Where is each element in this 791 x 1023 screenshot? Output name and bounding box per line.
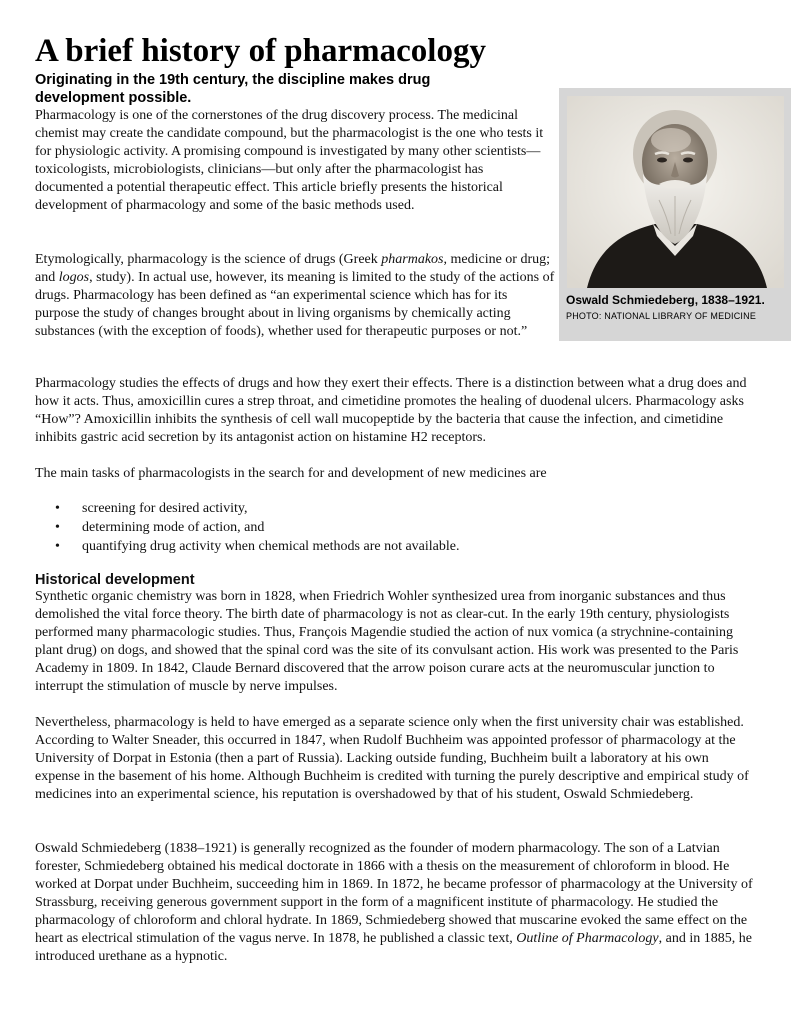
schmiedeberg-text-a: Oswald Schmiedeberg (1838–1921) is generally recognized as the founder of modern pharmacology. The son of a Latvian forester, Schmiedeberg obtained his medical doctorate in 1866 with a thesis on the measurement of chloroform in blood. He worked at Dorpat under Buchheim, succeeding him in 1869. In 1872, he became professor of pharmacology at the University of Strassburg, receiving generous government support in the form of a magnificent institute of pharmacology. He studied the pharmacology of chloroform and chloral hydrate. In 1869, Schmiedeberg showed that muscarine evoked the same effect on the heart as electrical stimulation of the vagus nerve. In 1878, he published a classic text, [35,841,753,946]
etymology-text-a: Etymologically, pharmacology is the science of drugs (Greek [35,252,382,267]
etymology-paragraph [35,251,555,341]
list-item [35,538,735,557]
portrait-caption [566,293,788,324]
list-item [35,519,735,538]
portrait-photo [567,96,784,288]
effects-paragraph: Pharmacology studies the effects of drugs and how they exert their effects. There is a distinction between what a drug does and how it acts. Thus, amoxicillin cures a strep throat, and cimetidine promotes the healing of duodenal ulcers. Pharmacology asks “How”? Amoxicillin inhibits the synthesis of cell wall mucopeptide by the bacteria that cause the infection, and cimetidine inhibits gastric acid secretion by its antagonist action on histamine H2 receptors. [35,376,747,445]
portrait-figure [559,88,791,341]
book-title: Outline of Pharmacology [516,931,659,946]
list-item-text: determining mode of action, and [82,520,265,535]
etymology-text-c: , medicine or drug; and [35,252,551,285]
bullet: • [55,501,60,516]
section-heading-historical-development: Historical development [35,572,195,588]
tasks-list [35,500,735,557]
caption-name: Oswald Schmiedeberg, 1838–1921. [566,293,765,307]
schmiedeberg-text-c: , and in 1885, he introduced urethane as a hypnotic. [35,931,752,964]
portrait-illustration [567,96,784,288]
bullet: • [55,539,60,554]
etymology-text-e: , study). In actual use, however, its meaning is limited to the study of the actions of drugs. Pharmacology has been defined as “an experimental science which has for its purpose the study of changes brought about in living organisms by chemically acting substances (with the exception of foods), whether used for therapeutic purposes or not.” [35,270,555,339]
schmiedeberg-paragraph [35,840,757,966]
history-paragraph: Synthetic organic chemistry was born in 1828, when Friedrich Wohler synthesized urea from inorganic substances and thus demolished the vital force theory. The birth date of pharmacology is not as clear-cut. In the early 19th century, physiologists performed many pharmacologic studies. Thus, François Magendie studied the action of nux vomica (a strychnine-containing plant drug) on dogs, and showed that the spinal cord was the site of its convulsant action. His work was presented to the Paris Academy in 1809. In 1842, Claude Bernard discovered that the arrow poison curare acts at the neuromuscular junction to interrupt the stimulation of muscle by nerve impulses. [35,589,739,694]
article-title: A brief history of pharmacology [35,33,486,69]
etymology-term-logos: logos [58,270,90,285]
buchheim-paragraph: Nevertheless, pharmacology is held to have emerged as a separate science only when the first university chair was established. According to Walter Sneader, this occurred in 1847, when Rudolf Buchheim was appointed professor of pharmacology at the University of Dorpat in Estonia (then a part of Russia). Lacking outside funding, Buchheim built a laboratory at his own expense in the basement of his home. Although Buchheim is credited with turning the purely descriptive and empirical study of medicines into an experimental science, his reputation is overshadowed by that of his student, Oswald Schmiedeberg. [35,715,749,802]
list-item [35,500,735,519]
etymology-term-pharmakos: pharmakos [381,252,444,267]
intro-paragraph: Pharmacology is one of the cornerstones of the drug discovery process. The medicinal chemist may create the candidate compound, but the pharmacologist is the one who tests it for physiologic activity. A promising compound is investigated by many other scientists—toxicologists, microbiologists, clinicians—but only after the pharmacologist has documented a potential therapeutic effect. This article briefly presents the historical development of pharmacology and some of the basic methods used. [35,108,544,213]
article-subtitle: Originating in the 19th century, the discipline makes drug development possible. [35,72,431,106]
caption-credit: PHOTO: NATIONAL LIBRARY OF MEDICINE [566,311,757,321]
tasks-intro: The main tasks of pharmacologists in the search for and development of new medicines are [35,466,547,481]
bullet: • [55,520,60,535]
list-item-text: screening for desired activity, [82,501,248,516]
list-item-text: quantifying drug activity when chemical methods are not available. [82,539,460,554]
